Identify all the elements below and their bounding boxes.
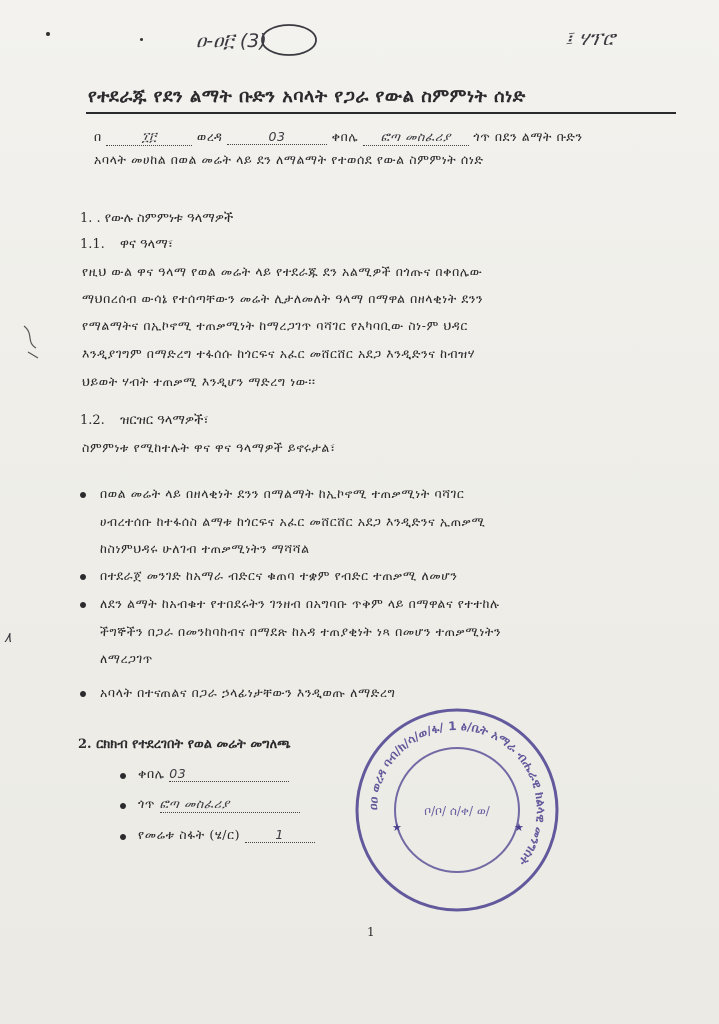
margin-mark: ፤ ሃፕሮ [565, 28, 615, 50]
bullet-dot [120, 773, 126, 779]
land-item-value: 1 [245, 827, 315, 843]
margin-letter: ٨ [4, 630, 12, 646]
bullet-dot [80, 691, 86, 697]
intro-zone: 03 [227, 129, 327, 145]
land-item-value: 03 [169, 766, 289, 782]
section-1-1-number: 1.1. [80, 237, 105, 252]
intro-line-1 [94, 129, 583, 146]
bullet-line: አባላት በተናጠልና በጋራ ኃላፊነታቸውን እንዲወጡ ለማድረግ [100, 685, 396, 700]
section-1-1-heading: ዋና ዓላማ፣ [120, 237, 174, 252]
section-1-1-line: የዚህ ውል ዋና ዓላማ የወል መሬት ላይ የተደራጁ ደን አልሚዎች በጎጡና በቀበሌው [82, 264, 483, 279]
bullet-dot [80, 602, 86, 608]
section-2-heading: 2. ርክክብ የተደረገበት የወል መሬት መግለጫ [78, 737, 291, 752]
bullet-line: በተደራጀ መንገድ ከአማራ ብድርና ቁጠባ ተቋም የብድር ተጠቃሚ ለመሆን [100, 568, 458, 583]
land-item [138, 827, 315, 843]
intro-prefix: በ [94, 129, 102, 144]
bullet-line: ለማረጋገጥ [100, 651, 153, 666]
stamp-ring-text: ዐዐ ወረዳ ባብ/ክ/ሳ/ወ/ፋ/ 1 ፅ/ቤት አማራ ብሔራዊ ክልላዊ መንግስት [365, 718, 549, 869]
bullet-line: ችግኞችን በጋራ በመንከባከብና በማደጽ ከአዳ ተጠያቂነት ነጻ በመሆን ተጠቃሚነትን [100, 624, 502, 639]
bullet-dot [120, 803, 126, 809]
intro-line1-end: ጎጥ በደን ልማት ቡድን [473, 129, 583, 144]
land-item [138, 766, 289, 782]
bullet-line: ሀብረተሰቡ ከተፋሰስ ልማቱ ከጎርፍና አፈር መሸርሸር አደጋ እንዲድንና ኢጠቃሚ [100, 514, 486, 529]
land-item-label: ጎጥ [138, 796, 155, 811]
bullet-line: ከስነምህዳሩ ሁለገብ ተጠቃሚነትን ማሻሻል [100, 541, 310, 556]
title-underline [86, 112, 676, 114]
bullet-dot [80, 492, 86, 498]
section-1-heading: 1. . የውሉ ስምምነቱ ዓላማዎች [80, 211, 234, 226]
stamp-inner-text: ቦ/ቦ/ ሰ/ቀ/ ወ/ [424, 804, 490, 818]
reference-number: ዐ-ዐ፫ (3) [196, 30, 267, 52]
land-item [138, 796, 300, 813]
speck [46, 32, 50, 36]
margin-scribble [18, 322, 44, 362]
section-1-2-intro: ስምምነቱ የሚከተሉት ዋና ዋና ዓላማዎች ይኖሩታል፣ [82, 440, 336, 455]
section-1-2-heading: ዝርዝር ዓላማዎች፣ [120, 413, 209, 428]
section-1-1-line: ማህበረሰብ ውሳኔ የተሰጣቸውን መሬት ሊታለመለት ዓላማ በማዋል በዘላቂነት ደንን [82, 291, 484, 306]
official-stamp [352, 705, 562, 915]
section-1-1-line: ህይወት ሃብት ተጠቃሚ እንዲሆን ማድረግ ነው፡፡ [82, 374, 316, 389]
section-1-1-line: የማልማትና በኢኮኖሚ ተጠቃሚነት ከማረጋገጥ ባሻገር የአካባቢው ስነ-ም ህዳር [82, 318, 468, 333]
intro-line-2: አባላት መሀከል በወል መሬት ላይ ደን ለማልማት የተወሰደ የውል ስምምነት ሰነድ [94, 152, 484, 167]
intro-place: ፎጣ መስፈሪያ [363, 129, 469, 146]
section-1-2-number: 1.2. [80, 413, 105, 428]
document-title: የተደራጁ የደን ልማት ቡድን አባላት የጋራ የውል ስምምነት ሰነድ [88, 86, 526, 107]
bullet-dot [80, 574, 86, 580]
svg-text:ዐዐ ወረዳ ባብ/ክ/ሳ/ወ/ፋ/ 1 ፅ/ቤት አማራ [366, 719, 548, 869]
intro-kebele-num: ፲፫ [106, 129, 192, 146]
land-item-label: የመሬቱ ስፋት (ሄ/ር) [138, 827, 241, 842]
intro-kebele-label: ቀበሌ [331, 129, 359, 144]
bullet-line: ለደን ልማት ከአብቁተ የተበደሩትን ገንዘብ በአግባቡ ጥቅም ላይ በማዋልና የተተከሉ [100, 596, 500, 611]
ref-circle-mark [258, 20, 320, 60]
section-1-1-line: እንዲያገግም በማድረግ ተፋሰሱ ከጎርፍና አፈር መሸርሸር አደጋ እንዲድንና ከብዝሃ [82, 346, 475, 361]
stamp-star: ★ [392, 821, 402, 834]
bullet-dot [120, 834, 126, 840]
land-item-value: ፎጣ መስፈሪያ [160, 796, 300, 813]
land-item-label: ቀበሌ [138, 766, 165, 781]
speck [140, 38, 143, 41]
intro-woreda: ወረዳ [196, 129, 223, 144]
stamp-star: ★ [514, 821, 524, 834]
bullet-line: በወል መሬት ላይ በዘላቂነት ደንን በማልማት ከኢኮኖሚ ተጠቃሚነት ባሻገር [100, 486, 465, 501]
page-number: 1 [367, 925, 375, 939]
